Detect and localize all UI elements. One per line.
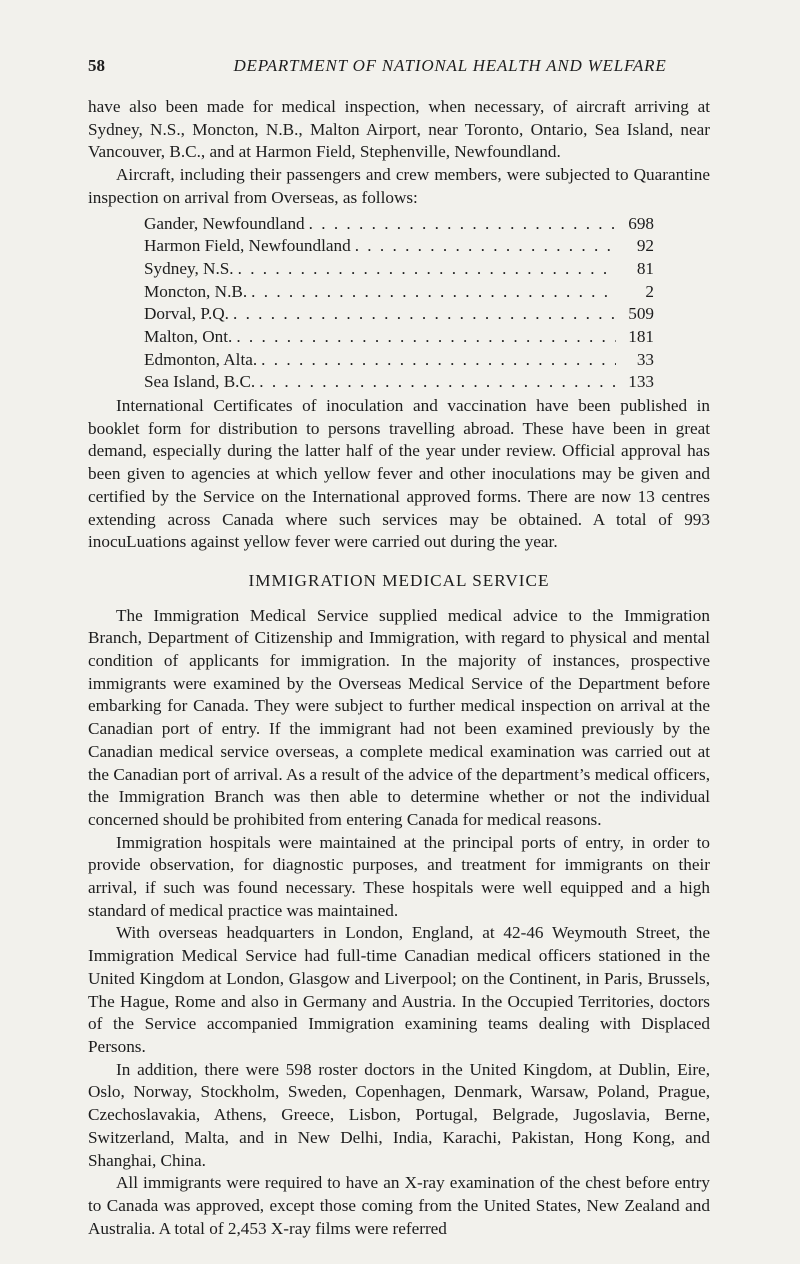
table-row	[144, 258, 654, 281]
leader-dots	[251, 281, 616, 304]
table-row	[144, 371, 654, 394]
paragraph-medical-advice: The Immigration Medical Service supplied medical advice to the Immigration Branch, Department of Citizenship and Immigration, with regard to physical and mental condition of applicants for immigration. In the majority of instances, prospective immigrants were examined by the Overseas Medical Service of the Department before embarking for Canada. They were subject to further medical inspection on arrival at the Canadian port of entry. If the immigrant had not been examined previously by the Canadian medical service overseas, a complete medical examination was carried out at the Canadian port of arrival. As a result of the advice of the department’s medical officers, the Immigration Branch was then able to determine whether or not the individual concerned should be prohibited from entering Canada for medical reasons.	[88, 605, 710, 829]
leader-dots	[233, 303, 616, 326]
paragraph-hospitals: Immigration hospitals were maintained at the principal ports of entry, in order to provide observation, for diagnostic purposes, and treatment for immigrants on their arrival, if such was found necessary. These hospitals were well equipped and a high standard of medical practice was maintained.	[88, 832, 710, 920]
table-place: Moncton, N.B.	[144, 281, 248, 301]
paragraph-xray: All immigrants were required to have an X-ray examination of the chest before entry to Canada was approved, except those coming from the United States, New Zealand and Australia. A total of 2,453 X-ray films were referred	[88, 1173, 710, 1238]
table-place: Sea Island, B.C.	[144, 372, 256, 392]
table-place: Gander, Newfoundland	[144, 213, 305, 233]
table-count: 698	[628, 213, 654, 233]
section-heading: IMMIGRATION MEDICAL SERVICE	[248, 570, 550, 590]
leader-dots	[309, 213, 616, 236]
table-row	[144, 213, 654, 236]
table-place: Dorval, P.Q.	[144, 304, 229, 324]
running-head: DEPARTMENT OF NATIONAL HEALTH AND WELFARE	[233, 56, 667, 75]
leader-dots	[238, 258, 616, 281]
table-count: 2	[645, 281, 654, 301]
paragraph-overseas-headquarters: With overseas headquarters in London, England, at 42-46 Weymouth Street, the Immigration Medical Service had full-time Canadian medical officers stationed in the United Kingdom at London, Glasgow and Liverpool; on the Continent, in Paris, Brussels, The Hague, Rome and also in Germany and Austria. In the Occupied Territories, doctors of the Service accompanied Immigration examining teams dealing with Displaced Persons.	[88, 923, 710, 1056]
table-count: 92	[636, 236, 654, 256]
table-count: 133	[628, 372, 654, 392]
table-place: Harmon Field, Newfoundland	[144, 236, 351, 256]
paragraph-roster-doctors: In addition, there were 598 roster doctors in the United Kingdom, at Dublin, Eire, Oslo, Norway, Stockholm, Sweden, Copenhagen, Denmark, Warsaw, Poland, Prague, Czechoslavakia, Athens, Greece, Lisbon, Portugal, Belgrade, Jugoslavia, Berne, Switzerland, Malta, and in New Delhi, India, Karachi, Pakistan, Hong Kong, and Shanghai, China.	[88, 1059, 710, 1170]
table-place: Edmonton, Alta.	[144, 349, 258, 369]
paragraph-certificates: International Certificates of inoculation and vaccination have been published in booklet form for distribution to persons travelling abroad. These have been in great demand, especially during the latter half of the year under review. Official approval has been given to agencies at which yellow fever and other inoculations may be given and certified by the Service on the International approved forms. There are now 13 centres extending across Canada where such services may be obtained. A total of 993 inocuLuations against yellow fever were carried out during the year.	[88, 396, 710, 552]
paragraph-aircraft-intro: Aircraft, including their passengers and crew members, were subjected to Quarantine inspection on arrival from Overseas, as follows:	[88, 165, 710, 207]
table-row	[144, 349, 654, 372]
table-count: 81	[636, 258, 654, 278]
paragraph-continued: have also been made for medical inspection, when necessary, of aircraft arriving at Sydney, N.S., Moncton, N.B., Malton Airport, near Toronto, Ontario, Sea Island, near Vancouver, B.C., and at Harmon Field, Stephenville, Newfoundland.	[88, 97, 710, 162]
leader-dots	[236, 326, 616, 349]
leader-dots	[261, 349, 616, 372]
page-header	[0, 56, 800, 84]
table-row	[144, 281, 654, 304]
table-count: 33	[636, 349, 654, 369]
table-row	[144, 303, 654, 326]
table-count: 509	[628, 304, 654, 324]
table-count: 181	[628, 326, 654, 346]
table-place: Sydney, N.S.	[144, 258, 234, 278]
table-row	[144, 235, 654, 258]
aircraft-inspection-table	[144, 213, 654, 395]
leader-dots	[355, 235, 616, 258]
table-row	[144, 326, 654, 349]
body-text	[88, 96, 710, 1240]
leader-dots	[259, 371, 616, 394]
table-place: Malton, Ont.	[144, 326, 233, 346]
page-number: 58	[88, 56, 105, 75]
